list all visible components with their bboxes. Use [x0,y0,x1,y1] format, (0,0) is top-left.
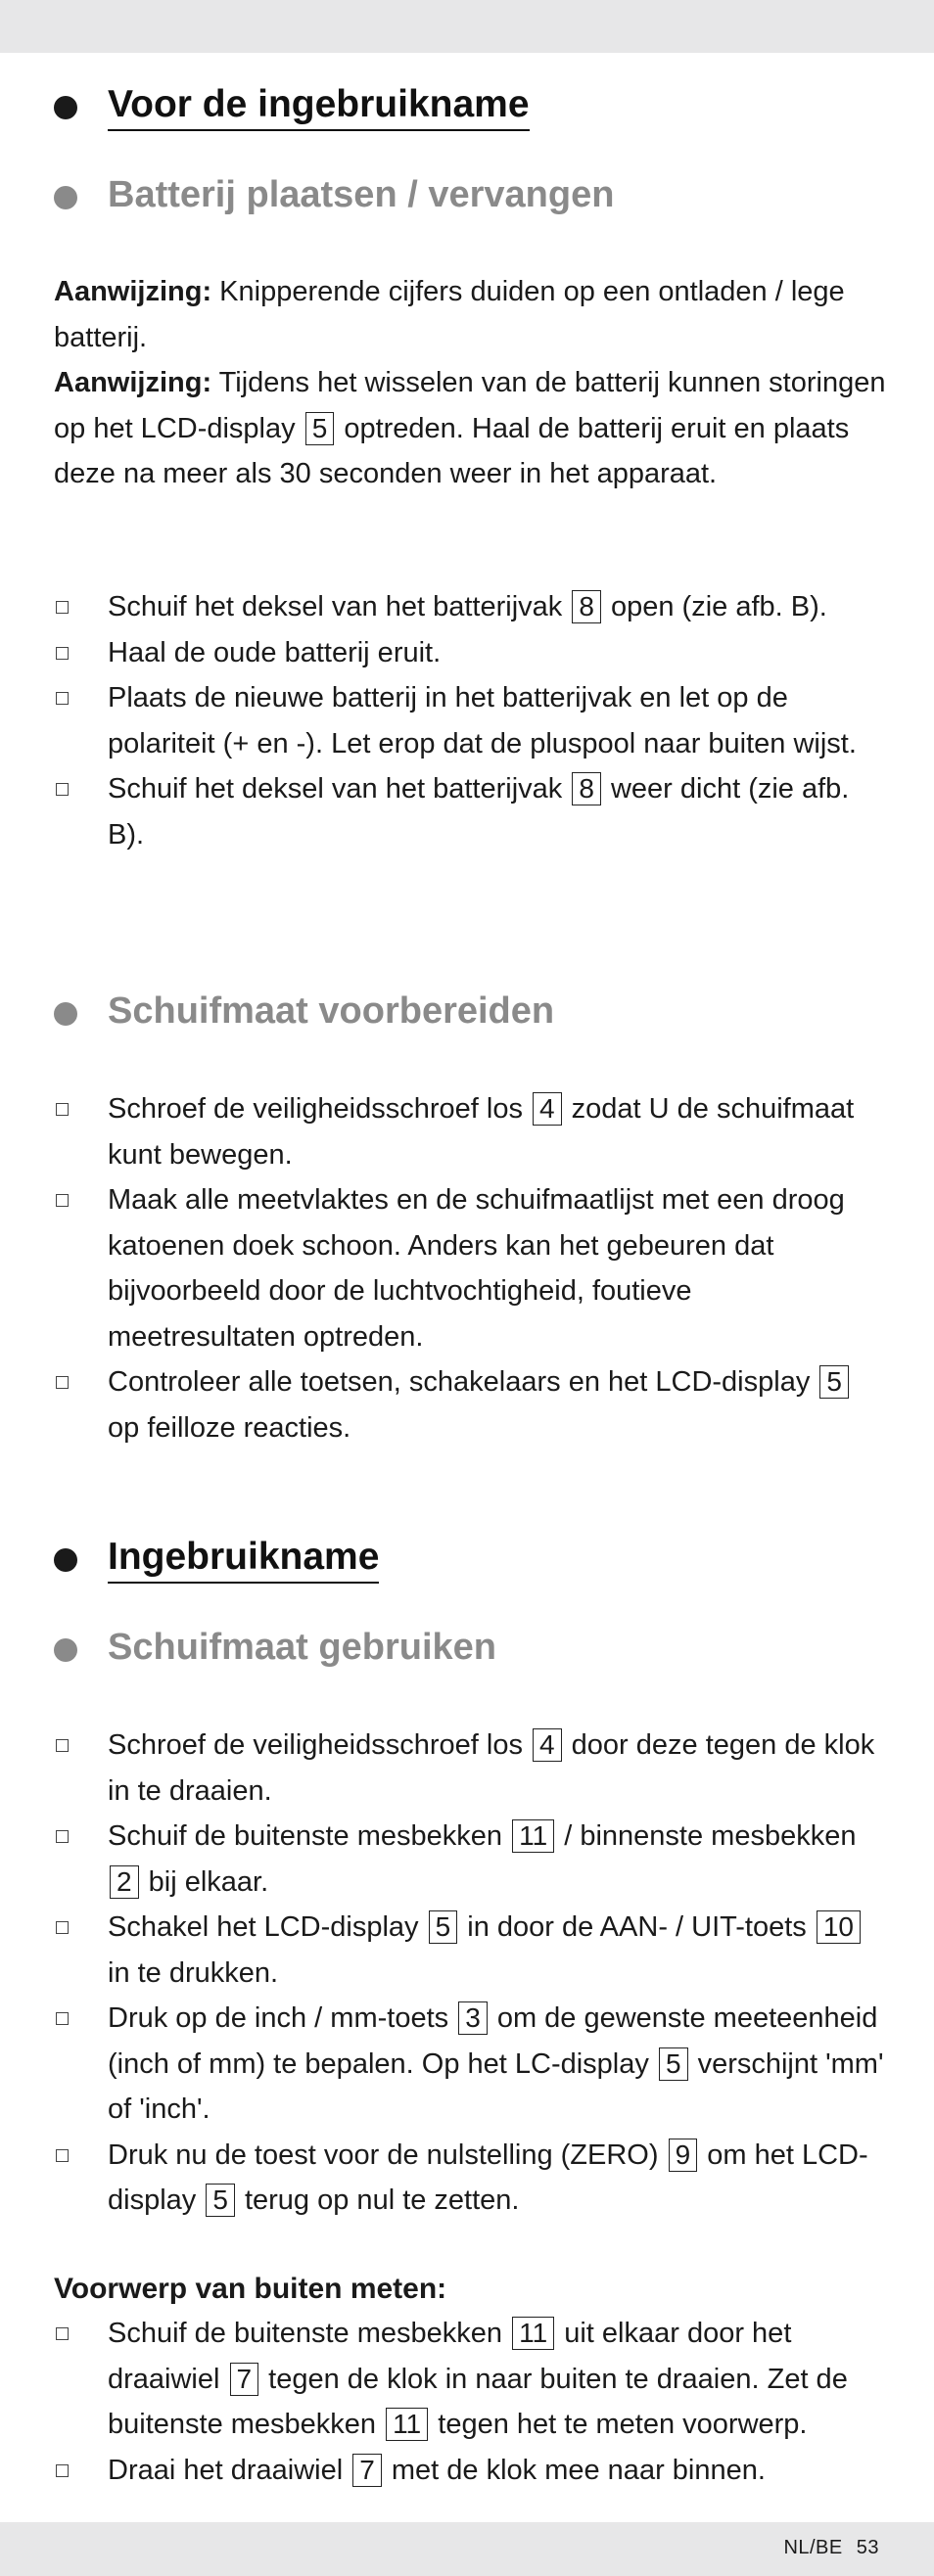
step-text: uit elkaar door het draaiwiel [108,2318,792,2395]
step-text: in te drukken. [108,1956,279,1989]
step-text: om de gewenste meeteenheid (inch of mm) te bepalen. Op het LC-display [108,2002,878,2080]
subheading-bullet-icon [54,186,77,209]
ref-number: 2 [110,1865,139,1899]
step-text: door deze tegen de klok in te draaien. [108,1729,875,1807]
heading-text: Voor de ingebruikname [108,82,530,131]
ref-number: 11 [386,2408,428,2441]
ref-number: 7 [352,2454,382,2487]
list-item [54,2133,886,2224]
ref-number: 5 [305,412,335,445]
step-text: Schakel het LCD-display [108,1911,427,1943]
battery-steps-list [54,584,886,857]
step-text: Schroef de veiligheidsschroef los [108,1093,532,1125]
checkbox-bullet-icon [56,1739,69,1752]
step-text: Controleer alle toetsen, schakelaars en het LCD-display [108,1366,818,1398]
list-item [54,675,886,766]
ref-number: 3 [458,2001,488,2035]
note-2 [54,360,886,497]
heading-text: Ingebruikname [108,1535,379,1584]
note-text: optreden. Haal de batterij eruit en plaats deze na meer als 30 seconden weer in het apparaat. [54,412,850,489]
locale-label: NL/BE [783,2537,843,2558]
note-block [54,269,886,497]
ref-number: 5 [429,1910,458,1944]
note-text: Knipperende cijfers duiden op een ontladen / lege batterij. [54,276,845,353]
ref-number: 5 [659,2047,688,2081]
checkbox-bullet-icon [56,2149,69,2162]
note-label: Aanwijzing: [54,367,212,398]
note-text: Tijdens het wisselen van de batterij kunnen storingen op het LCD-display [54,367,886,444]
ref-number: 11 [512,1819,554,1853]
step-text: tegen de klok in naar buiten te draaien. Zet de buitenste mesbekken [108,2363,848,2440]
step-text: / binnenste mesbekken [556,1820,857,1852]
ref-number: 5 [206,2184,235,2217]
step-text: Schuif de buitenste mesbekken [108,1820,511,1852]
checkbox-bullet-icon [56,2327,69,2340]
step-text: Druk nu de toest voor de nulstelling (ZERO) [108,2139,667,2171]
checkbox-bullet-icon [56,1194,69,1207]
checkbox-bullet-icon [56,601,69,614]
step-text: verschijnt 'mm' of 'inch'. [108,2047,884,2125]
subheading-bullet-icon [54,1002,77,1026]
checkbox-bullet-icon [56,2012,69,2025]
list-item [54,1723,886,1814]
checkbox-bullet-icon [56,692,69,705]
subheading-bullet-icon [54,1638,77,1662]
heading-bullet-icon [54,1548,77,1572]
subheading-text: Schuifmaat gebruiken [108,1627,496,1668]
prepare-steps-list [54,1086,886,1450]
list-item [54,1905,886,1996]
step-text: Plaats de nieuwe batterij in het batterijvak en let op de polariteit (+ en -). Let erop dat de pluspool naar buiten wijst. [108,682,857,759]
ref-number: 9 [669,2139,698,2172]
list-item [54,1177,886,1359]
step-text: in door de AAN- / UIT-toets [459,1911,815,1943]
note-label: Aanwijzing: [54,276,212,307]
checkbox-bullet-icon [56,647,69,660]
list-item [54,1814,886,1905]
subhead-voorwerp-buiten: Voorwerp van buiten meten: [54,2273,447,2305]
step-text: Haal de oude batterij eruit. [108,636,442,668]
heading-bullet-icon [54,96,77,119]
step-text: Schuif het deksel van het batterijvak [108,591,571,622]
list-item [54,1996,886,2133]
ref-number: 4 [533,1092,562,1126]
checkbox-bullet-icon [56,1376,69,1389]
use-steps-list [54,1723,886,2224]
step-text: weer dicht (zie afb. B). [108,773,850,851]
list-item [54,2311,886,2448]
step-text: Maak alle meetvlaktes en de schuifmaatlijst met een droog katoenen doek schoon. Anders kan het gebeuren dat bijvoorbeeld door de luchtvochtigheid, foutieve meetresultaten optreden. [108,1184,845,1353]
note-1 [54,269,886,360]
step-text: open (zie afb. B). [602,591,827,622]
step-text: Schuif de buitenste mesbekken [108,2318,511,2349]
page-number: 53 [856,2537,879,2558]
step-text: zodat U de schuifmaat kunt bewegen. [108,1093,855,1171]
checkbox-bullet-icon [56,2464,69,2477]
checkbox-bullet-icon [56,1830,69,1843]
step-text: tegen het te meten voorwerp. [430,2409,808,2440]
step-text: Druk op de inch / mm-toets [108,2002,457,2034]
ref-number: 5 [819,1365,849,1399]
ref-number: 7 [230,2363,259,2396]
page-footer [783,2537,879,2559]
checkbox-bullet-icon [56,1103,69,1116]
list-item [54,2448,886,2494]
checkbox-bullet-icon [56,783,69,796]
ref-number: 10 [817,1910,861,1944]
list-item [54,766,886,857]
ref-number: 11 [512,2317,554,2350]
list-item [54,630,886,676]
top-bar [0,0,934,53]
ref-number: 8 [572,590,601,623]
ref-number: 4 [533,1728,562,1762]
subheading-text: Schuifmaat voorbereiden [108,990,555,1032]
step-text: op feilloze reacties. [108,1411,351,1444]
step-text: om het LCD-display [108,2139,868,2216]
ref-number: 8 [572,772,601,805]
checkbox-bullet-icon [56,1921,69,1934]
step-text: terug op nul te zetten. [236,2185,520,2216]
step-text: bij elkaar. [140,1865,269,1898]
list-item [54,1359,886,1450]
step-text: Draai het draaiwiel [108,2454,351,2486]
list-item [54,1086,886,1177]
step-text: Schuif het deksel van het batterijvak [108,773,571,805]
subheading-text: Batterij plaatsen / vervangen [108,174,615,215]
step-text: Schroef de veiligheidsschroef los [108,1729,532,1761]
step-text: met de klok mee naar binnen. [383,2454,766,2486]
list-item [54,584,886,630]
measure-outside-steps-list [54,2311,886,2493]
